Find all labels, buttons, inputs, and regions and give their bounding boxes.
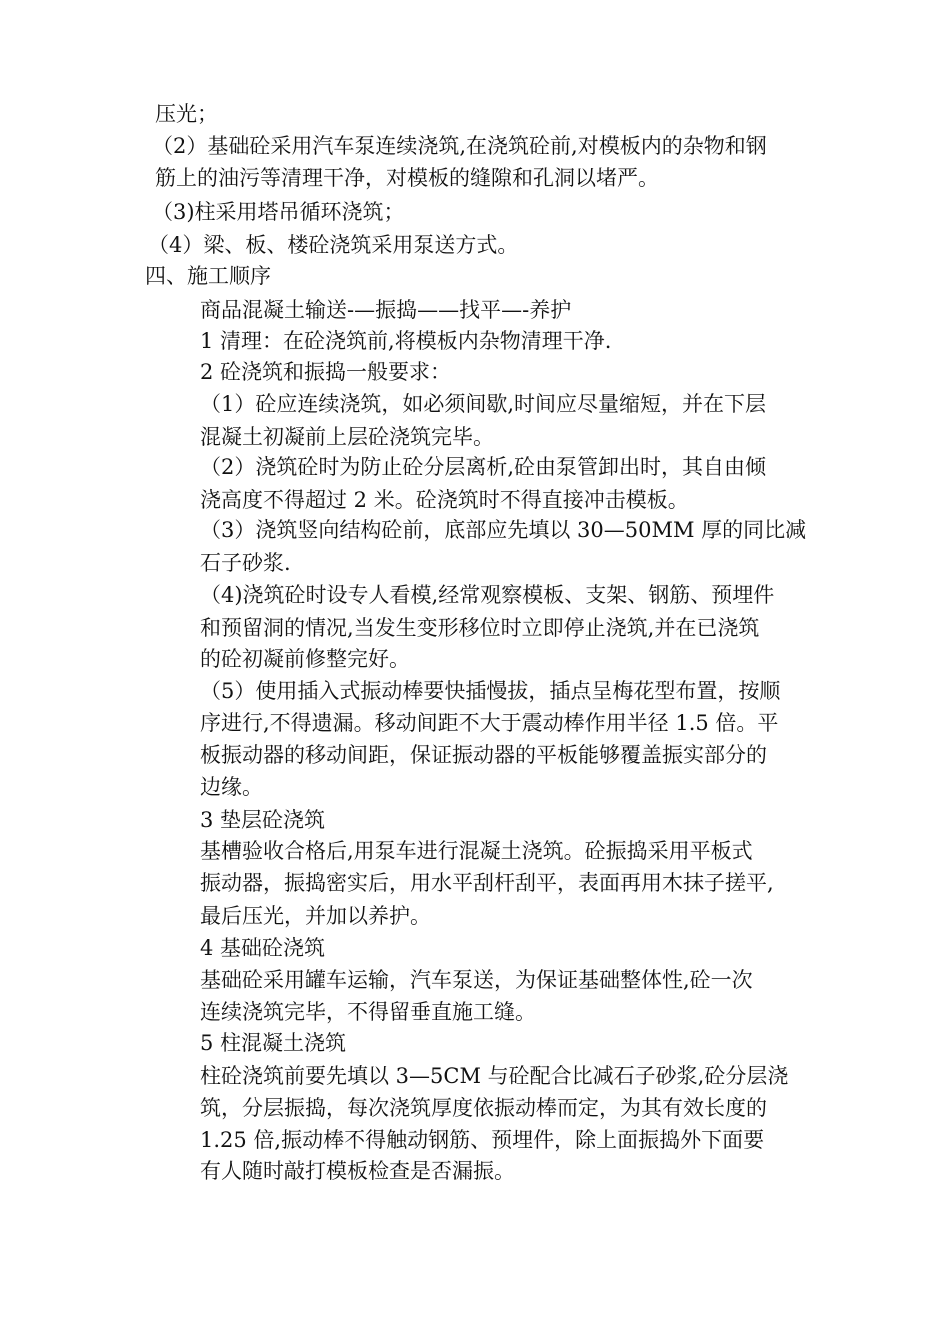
text-line: （4）梁、板、楼砼浇筑采用泵送方式。	[148, 233, 519, 257]
text-line: 筋上的油污等清理干净，对模板的缝隙和孔洞以堵严。	[155, 166, 659, 190]
text-line: 浇高度不得超过 2 米。砼浇筑时不得直接冲击模板。	[200, 488, 689, 512]
text-line: 2 砼浇筑和振捣一般要求：	[200, 360, 452, 384]
text-line: 基础砼采用罐车运输，汽车泵送，为保证基础整体性,砼一次	[200, 968, 753, 992]
text-line: （3）浇筑竖向结构砼前，底部应先填以 30—50MM 厚的同比减	[200, 518, 807, 542]
text-line: （1）砼应连续浇筑，如必须间歇,时间应尽量缩短，并在下层	[200, 392, 767, 416]
text-line: 边缘。	[200, 775, 263, 799]
text-line: 1 清理：在砼浇筑前,将模板内杂物清理干净.	[200, 329, 612, 353]
subsection-title: 3 垫层砼浇筑	[200, 808, 326, 832]
text-line: 筑，分层振捣，每次浇筑厚度依振动棒而定，为其有效长度的	[200, 1096, 767, 1120]
text-line: 基槽验收合格后,用泵车进行混凝土浇筑。砼振捣采用平板式	[200, 839, 753, 863]
text-line: 商品混凝土输送-—振捣——找平—-养护	[200, 298, 572, 322]
text-line: 柱砼浇筑前要先填以 3—5CM 与砼配合比减石子砂浆,砼分层浇	[200, 1064, 789, 1088]
text-line: 压光；	[155, 102, 218, 126]
subsection-title: 5 柱混凝土浇筑	[200, 1031, 347, 1055]
text-line: 1.25 倍,振动棒不得触动钢筋、预埋件，除上面振捣外下面要	[200, 1128, 765, 1152]
text-line: （4)浇筑砼时设专人看模,经常观察模板、支架、钢筋、预埋件	[200, 583, 775, 607]
text-line: （5）使用插入式振动棒要快插慢拔，插点呈梅花型布置，按顺	[200, 679, 781, 703]
text-line: 序进行,不得遗漏。移动间距不大于震动棒作用半径 1.5 倍。平	[200, 711, 779, 735]
text-line: （2）基础砼采用汽车泵连续浇筑,在浇筑砼前,对模板内的杂物和钢	[152, 134, 767, 158]
text-line: （2）浇筑砼时为防止砼分层离析,砼由泵管卸出时，其自由倾	[200, 455, 767, 479]
text-line: 板振动器的移动间距，保证振动器的平板能够覆盖振实部分的	[200, 743, 767, 767]
text-line: 的砼初凝前修整完好。	[200, 647, 410, 671]
text-line: 和预留洞的情况,当发生变形移位时立即停止浇筑,并在已浇筑	[200, 616, 760, 640]
subsection-title: 4 基础砼浇筑	[200, 936, 326, 960]
text-line: （3)柱采用塔吊循环浇筑；	[152, 200, 405, 224]
text-line: 有人随时敲打模板检查是否漏振。	[200, 1159, 515, 1183]
text-line: 混凝土初凝前上层砼浇筑完毕。	[200, 425, 494, 449]
text-line: 振动器，振捣密实后，用水平刮杆刮平，表面再用木抹子搓平,	[200, 871, 774, 895]
section-heading: 四、施工顺序	[145, 264, 271, 288]
text-line: 石子砂浆.	[200, 551, 291, 575]
text-line: 最后压光，并加以养护。	[200, 904, 431, 928]
text-line: 连续浇筑完毕，不得留垂直施工缝。	[200, 1000, 536, 1024]
